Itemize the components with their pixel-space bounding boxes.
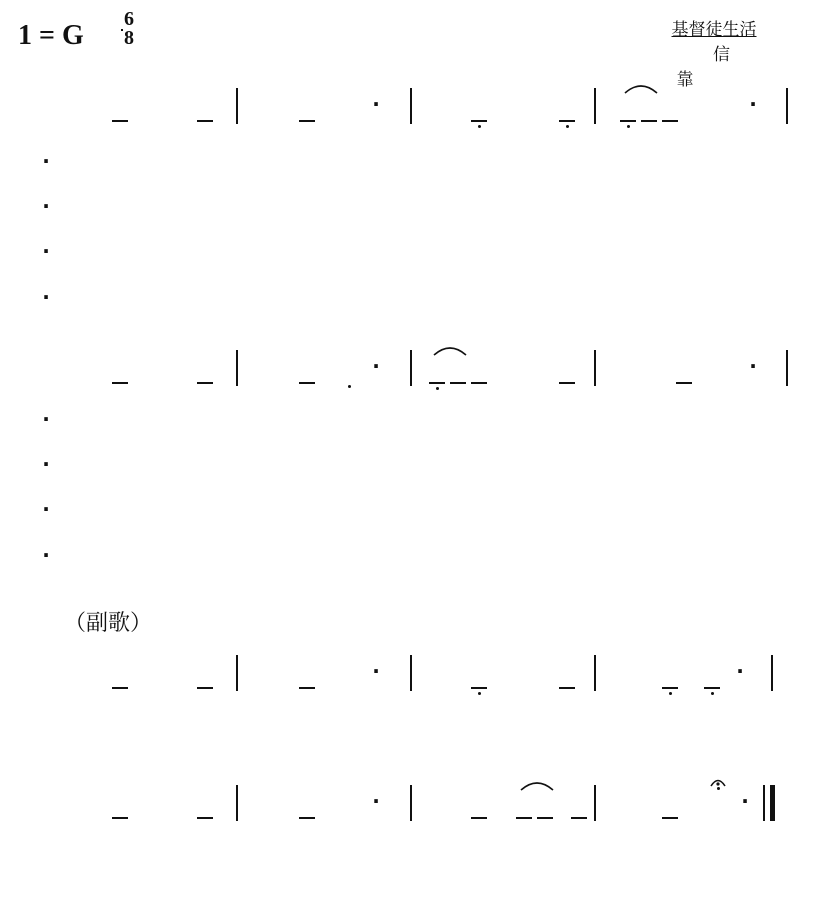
underline (537, 817, 553, 819)
octave-dot-low (566, 125, 569, 128)
underline (429, 382, 445, 384)
chorus-label: （副歌） (64, 611, 153, 636)
verse-number-dot: · (42, 497, 50, 521)
underline (516, 817, 532, 819)
duration-dot: · (749, 354, 757, 378)
barline (236, 785, 238, 821)
underline (299, 687, 315, 689)
verse-number-dot: · (42, 452, 50, 476)
octave-dot-low (478, 692, 481, 695)
underline (662, 687, 678, 689)
underline (471, 817, 487, 819)
verse-number-dot: · (42, 407, 50, 431)
octave-dot-low (436, 387, 439, 390)
octave-dot-low (711, 692, 714, 695)
slur (433, 344, 467, 356)
underline (559, 120, 575, 122)
underline (299, 120, 315, 122)
octave-dot-high (717, 787, 720, 790)
barline (410, 655, 412, 691)
underline (620, 120, 636, 122)
underline (559, 687, 575, 689)
barline (763, 785, 765, 821)
time-signature-bottom: 8 (124, 27, 134, 49)
duration-dot: · (749, 92, 757, 116)
duration-dot: · (736, 659, 744, 683)
source-label: 基督徒生活 (671, 20, 757, 40)
barline (594, 88, 596, 124)
verse-number-dot: · (42, 285, 50, 309)
underline (197, 382, 213, 384)
song-title: 信靠 (676, 45, 788, 90)
barline (236, 655, 238, 691)
underline (197, 120, 213, 122)
underline (571, 817, 587, 819)
underline (641, 120, 657, 122)
underline (112, 120, 128, 122)
underline (197, 817, 213, 819)
underline (471, 382, 487, 384)
underline (299, 817, 315, 819)
verse-number-dot: · (42, 239, 50, 263)
verse-number-dot: · (42, 543, 50, 567)
underline (471, 120, 487, 122)
duration-dot: · (372, 92, 380, 116)
barline (786, 88, 788, 124)
octave-dot-low (627, 125, 630, 128)
barline (236, 88, 238, 124)
slur (520, 779, 554, 791)
octave-dot-low (669, 692, 672, 695)
underline (112, 817, 128, 819)
underline (676, 382, 692, 384)
time-signature-top: 6 (124, 8, 134, 30)
underline (662, 817, 678, 819)
underline (112, 687, 128, 689)
underline (450, 382, 466, 384)
verse-number-dot: · (42, 194, 50, 218)
barline (410, 88, 412, 124)
underline (662, 120, 678, 122)
duration-dot: · (372, 659, 380, 683)
key-signature: 1 = G (18, 20, 84, 51)
underline (197, 687, 213, 689)
underline (471, 687, 487, 689)
underline (299, 382, 315, 384)
duration-dot: · (741, 789, 749, 813)
barline (410, 350, 412, 386)
slur (624, 82, 658, 94)
fermata-icon (709, 775, 727, 787)
barline (786, 350, 788, 386)
barline (236, 350, 238, 386)
barline (594, 785, 596, 821)
underline (704, 687, 720, 689)
octave-dot-low (348, 385, 351, 388)
verse-number-dot: · (42, 149, 50, 173)
barline (594, 655, 596, 691)
octave-dot-low (478, 125, 481, 128)
final-barline (770, 785, 775, 821)
barline (771, 655, 773, 691)
underline (112, 382, 128, 384)
duration-dot: · (372, 789, 380, 813)
barline (410, 785, 412, 821)
underline (559, 382, 575, 384)
barline (594, 350, 596, 386)
duration-dot: · (372, 354, 380, 378)
